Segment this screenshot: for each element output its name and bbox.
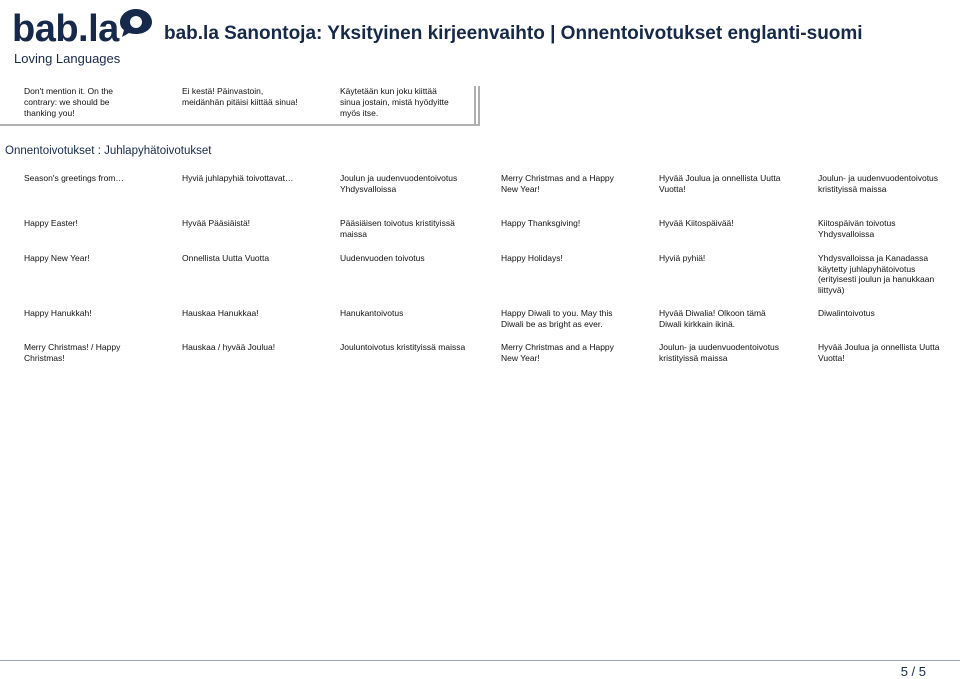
babla-logo xyxy=(12,6,152,68)
phrase-usage-note: Hanukantoivotus xyxy=(340,308,404,318)
section-heading: Onnentoivotukset : Juhlapyhätoivotukset xyxy=(5,145,212,157)
phrase-finnish: Hyvää Kiitospäivää! xyxy=(659,218,734,228)
speech-bubble-icon xyxy=(119,8,153,38)
phrase-finnish: Hyvää Diwalia! Olkoon tämä Diwali kirkkain ikinä. xyxy=(659,308,766,329)
phrase-finnish: Hyviä juhlapyhiä toivottavat… xyxy=(182,173,294,183)
phrase-usage-note: Uudenvuoden toivotus xyxy=(340,253,425,263)
footer-divider xyxy=(0,660,960,661)
phrase-english: Happy New Year! xyxy=(24,253,90,263)
phrase-usage-note: Kiitospäivän toivotus Yhdysvalloissa xyxy=(818,218,896,239)
phrase-finnish: Hyvää Joulua ja onnellista Uutta Vuotta! xyxy=(659,173,781,194)
phrase-usage-note: Joulun- ja uudenvuodentoivotus kristityissä maissa xyxy=(818,173,939,194)
page-number: 5 / 5 xyxy=(900,664,926,679)
phrase-finnish: Hyviä pyhiä! xyxy=(659,253,706,263)
phrase-finnish: Ei kestä! Päinvastoin, meidänhän pitäisi kiittää sinua! xyxy=(182,86,298,107)
phrase-english: Don't mention it. On the contrary: we should be thanking you! xyxy=(24,86,114,118)
table-divider-vertical xyxy=(478,86,480,124)
phrase-usage-note: Joulun ja uudenvuodentoivotus Yhdysvalloissa xyxy=(340,173,458,194)
phrase-finnish: Hauskaa Hanukkaa! xyxy=(182,308,259,318)
phrase-finnish: Hyvää Pääsiäistä! xyxy=(182,218,251,228)
logo-tagline: Loving Languages xyxy=(14,51,121,66)
phrase-english: Merry Christmas! / Happy Christmas! xyxy=(24,342,121,363)
phrase-english: Season's greetings from… xyxy=(24,173,124,183)
phrase-english: Happy Easter! xyxy=(24,218,78,228)
phrase-usage-note: Pääsiäisen toivotus kristityissä maissa xyxy=(340,218,455,239)
page-title: bab.la Sanontoja: Yksityinen kirjeenvaihto | Onnentoivotukset englanti-suomi xyxy=(164,23,863,44)
phrase-usage-note: Käytetään kun joku kiittää sinua jostain, mistä hyödyitte myös itse. xyxy=(340,86,449,118)
phrase-english: Merry Christmas and a Happy New Year! xyxy=(501,173,614,194)
logo-wordmark: bab.la xyxy=(12,8,119,50)
phrase-usage-note: Diwalintoivotus xyxy=(818,308,875,318)
table-divider-vertical xyxy=(474,86,476,124)
phrase-english: Merry Christmas and a Happy New Year! xyxy=(501,342,614,363)
phrase-finnish: Onnellista Uutta Vuotta xyxy=(182,253,270,263)
phrase-english: Happy Diwali to you. May this Diwali be as bright as ever. xyxy=(501,308,613,329)
phrase-finnish: Joulun- ja uudenvuodentoivotus kristityissä maissa xyxy=(659,342,780,363)
table-divider-horizontal xyxy=(0,124,480,126)
phrase-usage-note: Jouluntoivotus kristityissä maissa xyxy=(340,342,466,352)
phrase-usage-note: Hyvää Joulua ja onnellista Uutta Vuotta! xyxy=(818,342,940,363)
phrase-usage-note: Yhdysvalloissa ja Kanadassa käytetty juhlapyhätoivotus (erityisesti joulun ja hanukkaan liittyvä) xyxy=(818,253,935,295)
phrase-english: Happy Thanksgiving! xyxy=(501,218,581,228)
phrase-english: Happy Hanukkah! xyxy=(24,308,92,318)
phrase-english: Happy Holidays! xyxy=(501,253,563,263)
phrase-finnish: Hauskaa / hyvää Joulua! xyxy=(182,342,276,352)
previous-phrase-row xyxy=(0,86,480,124)
